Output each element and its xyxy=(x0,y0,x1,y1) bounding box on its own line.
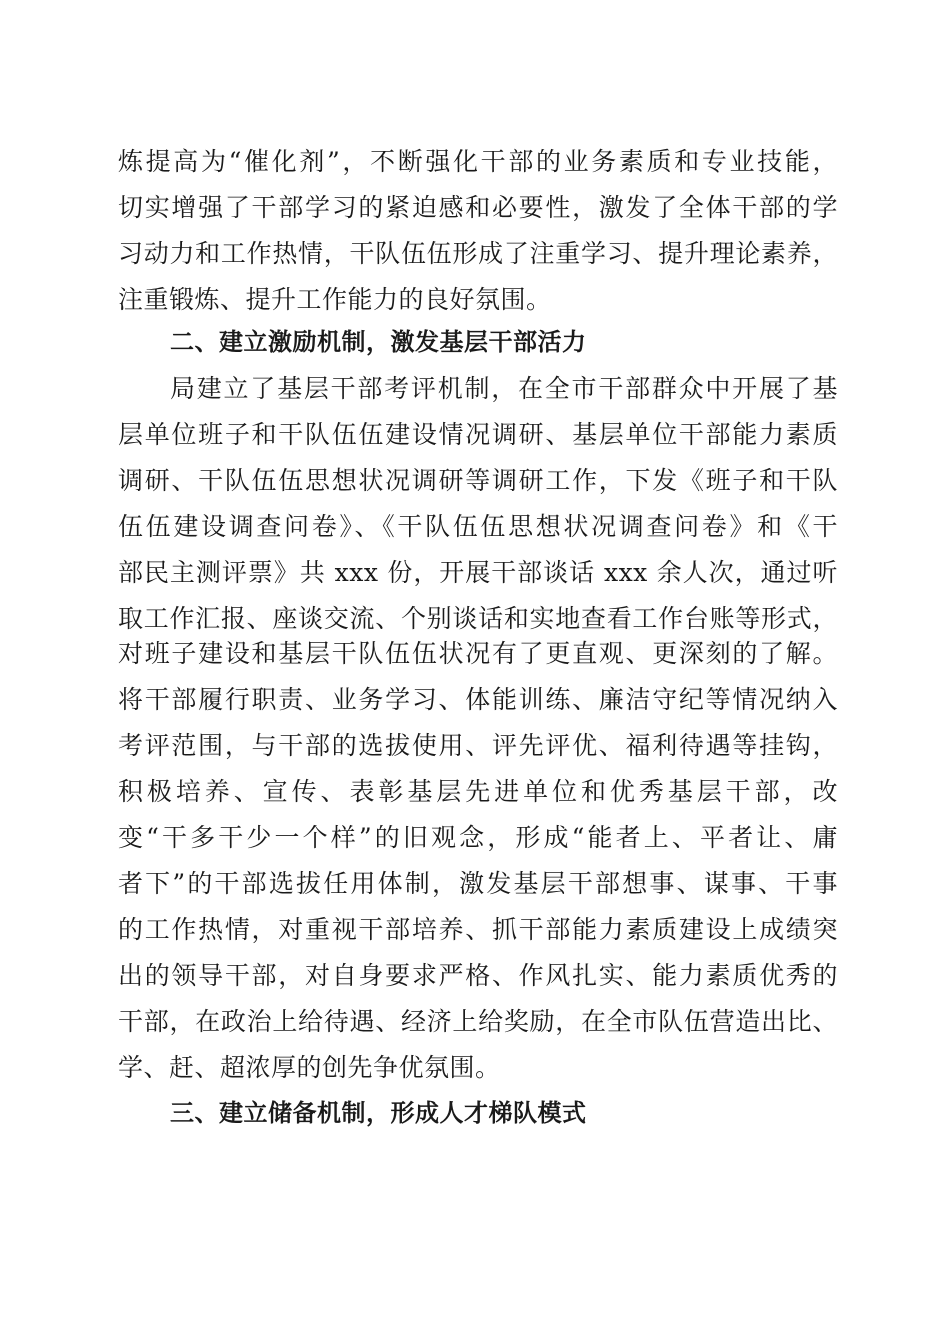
paragraph-2-line: 积极培养、宣传、表彰基层先进单位和优秀基层干部，改 xyxy=(118,777,838,806)
paragraph-2-line: 局建立了基层干部考评机制，在全市干部群众中开展了基 xyxy=(170,374,838,403)
paragraph-2-line: 伍伍建设调查问卷》、《干队伍伍思想状况调查问卷》和《干 xyxy=(118,512,838,541)
paragraph-2-line: 考评范围，与干部的选拔使用、评先评优、福利待遇等挂钩， xyxy=(118,731,838,760)
paragraph-2-line: 变“干多干少一个样”的旧观念，形成“能者上、平者让、庸 xyxy=(118,823,838,852)
section-heading-3: 三、建立储备机制，形成人才梯队模式 xyxy=(170,1099,587,1127)
paragraph-2-line: 者下”的干部选拔任用体制，激发基层干部想事、谋事、干事 xyxy=(118,869,838,898)
paragraph-2-line: 出的领导干部，对自身要求严格、作风扎实、能力素质优秀的 xyxy=(118,961,838,990)
paragraph-1-line: 注重锻炼、提升工作能力的良好氛围。 xyxy=(118,285,552,314)
paragraph-2-line: 部民主测评票》共 xxx 份，开展干部谈话 xxx 余人次，通过听 xyxy=(118,558,838,587)
section-heading-2: 二、建立激励机制，激发基层干部活力 xyxy=(170,328,587,356)
paragraph-2-line: 对班子建设和基层干队伍伍状况有了更直观、更深刻的了解。 xyxy=(118,639,838,668)
paragraph-2-line: 的工作热情，对重视干部培养、抓干部能力素质建设上成绩突 xyxy=(118,915,838,944)
paragraph-1-line: 习动力和工作热情，干队伍伍形成了注重学习、提升理论素养， xyxy=(118,239,838,268)
paragraph-2-line: 学、赶、超浓厚的创先争优氛围。 xyxy=(118,1053,501,1082)
paragraph-1-line: 炼提高为“催化剂”，不断强化干部的业务素质和专业技能， xyxy=(118,147,838,176)
paragraph-2-line: 将干部履行职责、业务学习、体能训练、廉洁守纪等情况纳入 xyxy=(118,685,838,714)
paragraph-1-line: 切实增强了干部学习的紧迫感和必要性，激发了全体干部的学 xyxy=(118,193,838,222)
paragraph-2-line: 干部，在政治上给待遇、经济上给奖励，在全市队伍营造出比、 xyxy=(118,1007,838,1036)
paragraph-2-line: 调研、干队伍伍思想状况调研等调研工作，下发《班子和干队 xyxy=(118,466,838,495)
paragraph-2-line: 层单位班子和干队伍伍建设情况调研、基层单位干部能力素质 xyxy=(118,420,838,449)
paragraph-2-line: 取工作汇报、座谈交流、个别谈话和实地查看工作台账等形式， xyxy=(118,604,838,633)
